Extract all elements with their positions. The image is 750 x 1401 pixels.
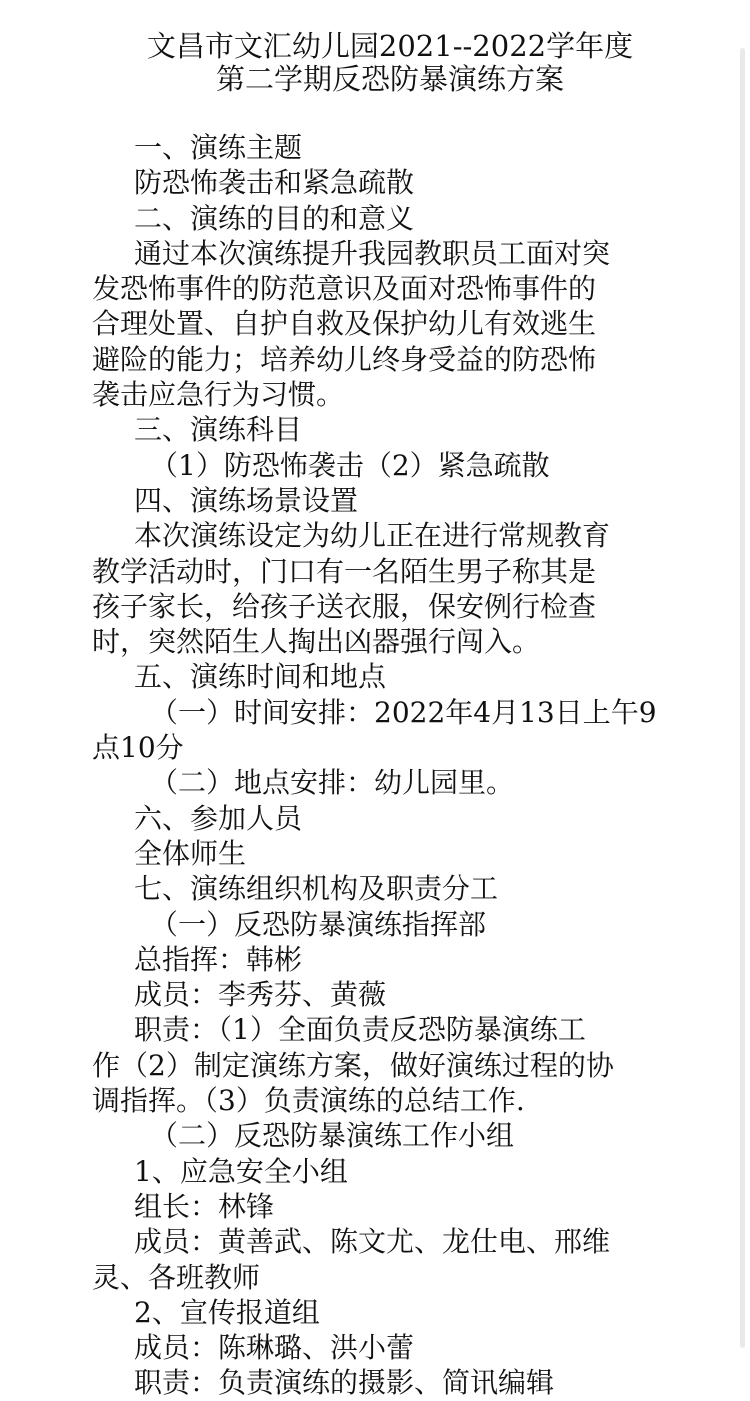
- text-line: 1、应急安全小组: [134, 1154, 348, 1188]
- text-line: 点10分: [92, 731, 184, 765]
- text-line: 二、演练的目的和意义: [134, 201, 415, 235]
- text-line: （1）防恐怖袭击（2）紧急疏散: [150, 448, 550, 482]
- title-line-2: 第二学期反恐防暴演练方案: [215, 62, 564, 96]
- text-line: 调指挥。（3）负责演练的总结工作.: [92, 1084, 525, 1118]
- text-line: （一）反恐防暴演练指挥部: [150, 907, 487, 941]
- text-line: 孩子家长，给孩子送衣服，保安例行检查: [92, 589, 597, 623]
- text-line: 六、参加人员: [134, 801, 303, 835]
- text-line: 本次演练设定为幼儿正在进行常规教育: [134, 519, 611, 553]
- text-line: 五、演练时间和地点: [134, 660, 387, 694]
- document-title: [92, 30, 652, 96]
- text-line: 合理处置、自护自救及保护幼儿有效逃生: [92, 307, 597, 341]
- vertical-scrollbar[interactable]: [740, 48, 745, 1348]
- text-line: （一）时间安排：2022年4月13日上午9: [150, 695, 657, 729]
- text-line: 袭击应急行为习惯。: [92, 378, 345, 412]
- text-line: （二）反恐防暴演练工作小组: [150, 1119, 515, 1153]
- text-line: 三、演练科目: [134, 413, 303, 447]
- document-body: [92, 130, 657, 1401]
- text-line: 四、演练场景设置: [134, 483, 359, 517]
- text-line: 职责：（1）全面负责反恐防暴演练工: [134, 1013, 586, 1047]
- text-line: 全体师生: [134, 836, 247, 870]
- text-line: 一、演练主题: [134, 131, 303, 164]
- text-line: 教学活动时，门口有一名陌生男子称其是: [92, 554, 597, 588]
- text-line: 时，突然陌生人掏出凶器强行闯入。: [92, 625, 541, 659]
- text-line: 发恐怖事件的防范意识及面对恐怖事件的: [92, 272, 597, 306]
- text-line: 作（2）制定演练方案，做好演练过程的协: [92, 1048, 614, 1082]
- text-line: 总指挥：韩彬: [134, 942, 303, 976]
- title-line-1: 文昌市文汇幼儿园2021--2022学年度: [146, 29, 634, 63]
- text-line: 七、演练组织机构及职责分工: [134, 872, 499, 906]
- text-line: 灵、各班教师: [92, 1260, 261, 1294]
- text-line: 成员：黄善武、陈文尤、龙仕电、邢维: [134, 1225, 611, 1259]
- document-page: [92, 29, 657, 1401]
- text-line: 防恐怖袭击和紧急疏散: [134, 166, 415, 200]
- text-line: 成员：李秀芬、黄薇: [134, 978, 387, 1012]
- text-line: 职责：负责演练的摄影、简讯编辑: [134, 1366, 555, 1400]
- text-line: 组长：林锋: [134, 1189, 275, 1223]
- text-line: 避险的能力；培养幼儿终身受益的防恐怖: [92, 342, 597, 376]
- text-line: （二）地点安排：幼儿园里。: [150, 766, 515, 800]
- text-line: 成员：陈琳璐、洪小蕾: [134, 1331, 415, 1365]
- text-line: 2、宣传报道组: [134, 1295, 320, 1329]
- text-line: 通过本次演练提升我园教职员工面对突: [134, 236, 611, 270]
